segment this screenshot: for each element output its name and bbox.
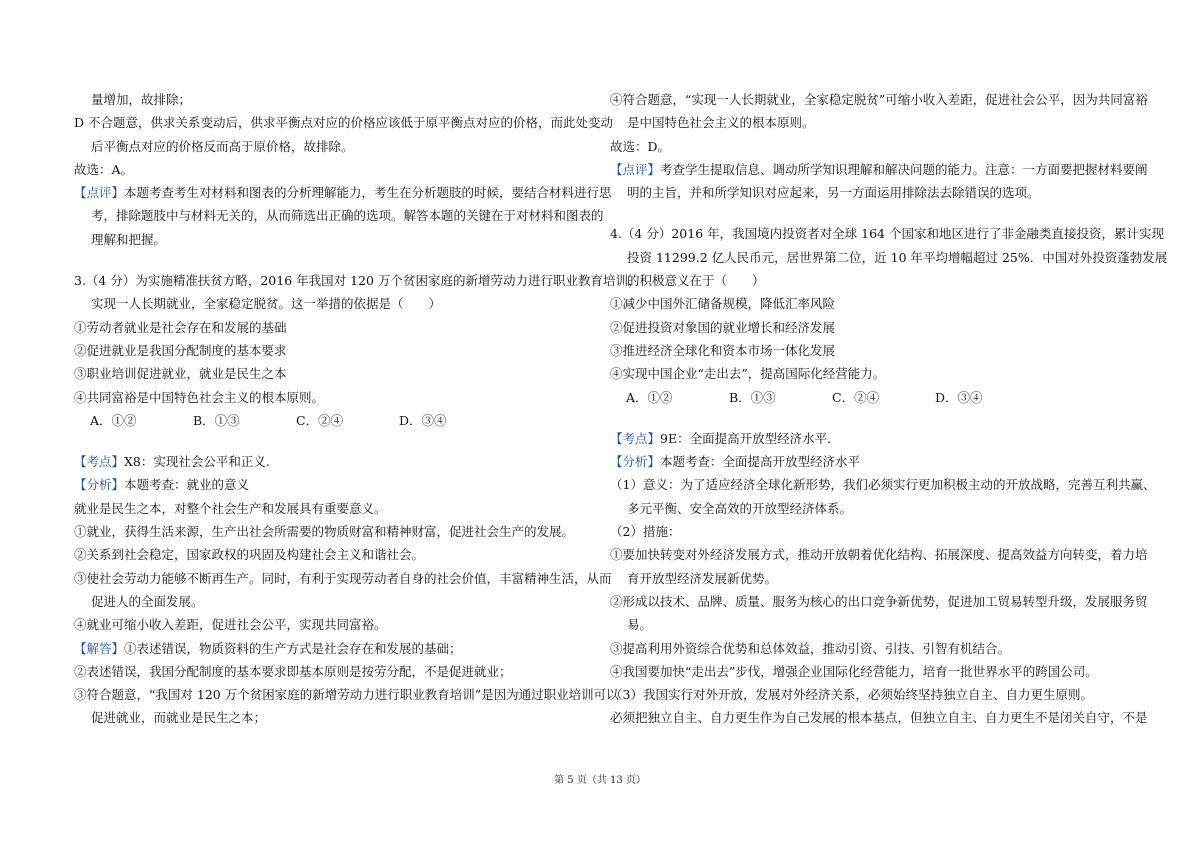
analysis-line: 就业是民生之本，对整个社会生产和发展具有重要意义。 bbox=[74, 500, 387, 516]
analysis-line: （2）措施： bbox=[610, 524, 681, 540]
analysis-line: 多元平衡、安全高效的开放型经济体系。 bbox=[627, 500, 853, 516]
comment-tag: 【点评】 bbox=[610, 161, 661, 177]
option-a: A．①② bbox=[90, 412, 137, 428]
answer-line: ③符合题意，“我国对 120 万个贫困家庭的新增劳动力进行职业教育培训”是因为通过职业培训可以 bbox=[74, 687, 619, 703]
option-c: C．②④ bbox=[832, 389, 880, 405]
analysis-line: ③使社会劳动力能够不断再生产。同时，有利于实现劳动者自身的社会价值，丰富精神生活，从而 bbox=[74, 570, 612, 586]
analysis-line: ④就业可缩小收入差距，促进社会公平，实现共同富裕。 bbox=[74, 617, 387, 633]
q2-comment-line: 理解和把握。 bbox=[91, 231, 167, 247]
q3-item: ③职业培训促进就业，就业是民生之本 bbox=[74, 366, 287, 382]
q3-tail-line: ④符合题意，“实现一人长期就业，全家稳定脱贫”可缩小收入差距，促进社会公平，因为共同富裕 bbox=[610, 92, 1148, 107]
analysis-line: 必须把独立自主、自力更生作为自己发展的根本基点，但独立自主、自力更生不是闭关自守，不是 bbox=[610, 710, 1148, 726]
q3-item: ④共同富裕是中国特色社会主义的根本原则。 bbox=[74, 389, 325, 405]
q3-comment: 【点评】考查学生提取信息、调动所学知识理解和解决问题的能力。注意：一方面要把握材料要阐 bbox=[610, 161, 1148, 177]
q3-stem: 实现一人长期就业，全家稳定脱贫。这一举措的依据是（ ） bbox=[91, 296, 442, 312]
q3-tail-line: 是中国特色社会主义的根本原则。 bbox=[627, 115, 815, 131]
kaodian-tag: 【考点】 bbox=[74, 454, 125, 470]
analysis-line: ③提高利用外资综合优势和总体效益，推动引资、引技、引智有机结合。 bbox=[610, 640, 1011, 656]
analysis-line: ①要加快转变对外经济发展方式，推动开放朝着优化结构、拓展深度、提高效益方向转变，着力培 bbox=[610, 547, 1148, 563]
option-a: A．①② bbox=[626, 389, 673, 405]
option-d: D．③④ bbox=[399, 412, 447, 428]
fenxi-tag: 【分析】 bbox=[74, 477, 125, 493]
option-b: B．①③ bbox=[193, 412, 240, 428]
q3-item: ②促进就业是我国分配制度的基本要求 bbox=[74, 342, 287, 358]
q2-tail-line: 量增加，故排除； bbox=[91, 92, 192, 107]
right-column bbox=[610, 88, 1168, 730]
q4-options bbox=[610, 386, 1130, 409]
q4-stem: 的积极意义在于（ ） bbox=[627, 273, 765, 289]
page-footer: 第 5 页（共 13 页） bbox=[554, 775, 646, 786]
analysis-line: ①就业，获得生活来源，生产出社会所需要的物质财富和精神财富，促进社会生产的发展。 bbox=[74, 524, 575, 540]
q4-item: ④实现中国企业“走出去”，提高国际化经营能力。 bbox=[610, 366, 886, 382]
option-c: C．②④ bbox=[296, 412, 344, 428]
analysis-line: （1）意义：为了适应经济全球化新形势，我们必须实行更加积极主动的开放战略，完善互利共赢、 bbox=[610, 477, 1156, 493]
analysis-line: ②关系到社会稳定，国家政权的巩固及构建社会主义和谐社会。 bbox=[74, 547, 425, 563]
q2-tail-line: D 不合题意，供求关系变动后，供求平衡点对应的价格应该低于原平衡点对应的价格，而此处变动 bbox=[74, 115, 613, 131]
q4-stem: 4.（4 分）2016 年，我国境内投资者对全球 164 个国家和地区进行了非金融类直接投资，累计实现 bbox=[610, 226, 1164, 242]
answer-line: ②表述错误，我国分配制度的基本要求即基本原则是按劳分配，不是促进就业； bbox=[74, 663, 512, 679]
fenxi-tag: 【分析】 bbox=[610, 454, 661, 470]
q3-jieda: 【解答】①表述错误，物质资料的生产方式是社会存在和发展的基础； bbox=[74, 640, 462, 656]
comment-tag: 【点评】 bbox=[74, 185, 125, 201]
q2-tail-line: 后平衡点对应的价格反而高于原价格，故排除。 bbox=[91, 138, 354, 154]
q2-comment-line: 考，排除题肢中与材料无关的，从而筛选出正确的选项。解答本题的关键在于对材料和图表的 bbox=[91, 208, 604, 224]
analysis-line: ②形成以技术、品牌、质量、服务为核心的出口竞争新优势，促进加工贸易转型升级，发展服务贸 bbox=[610, 593, 1148, 609]
answer-line: 促进就业，而就业是民生之本； bbox=[91, 710, 267, 726]
q2-comment: 【点评】本题考查考生对材料和图表的分析理解能力，考生在分析题肢的时候，要结合材料进行思 bbox=[74, 185, 612, 201]
q3-answer: 故选：D。 bbox=[610, 138, 671, 154]
q3-options bbox=[74, 409, 594, 432]
q3-kaodian: 【考点】X8：实现社会公平和正义. bbox=[74, 454, 270, 470]
option-b: B．①③ bbox=[729, 389, 776, 405]
q4-kaodian: 【考点】9E：全面提高开放型经济水平. bbox=[610, 430, 832, 446]
option-d: D．③④ bbox=[935, 389, 983, 405]
q4-item: ③推进经济全球化和资本市场一体化发展 bbox=[610, 342, 836, 358]
q3-stem: 3.（4 分）为实施精准扶贫方略，2016 年我国对 120 万个贫困家庭的新增劳动力进行职业教育培训， bbox=[74, 273, 641, 289]
jieda-tag: 【解答】 bbox=[74, 640, 125, 656]
analysis-line: ④我国要加快“走出去”步伐，增强企业国际化经营能力，培育一批世界水平的跨国公司。 bbox=[610, 663, 1098, 679]
kaodian-tag: 【考点】 bbox=[610, 430, 661, 446]
analysis-line: 易。 bbox=[627, 617, 653, 633]
q4-stem: 投资 11299.2 亿人民币元，居世界第二位，近 10 年平均增幅超过 25%．中国对外投资蓬勃发展 bbox=[627, 249, 1168, 265]
analysis-line: 育开放型经济发展新优势。 bbox=[627, 570, 778, 586]
q3-comment-line: 明的主旨，并和所学知识对应起来，另一方面运用排除法去除错误的选项。 bbox=[627, 185, 1040, 201]
analysis-line: 促进人的全面发展。 bbox=[91, 593, 204, 609]
q4-item: ②促进投资对象国的就业增长和经济发展 bbox=[610, 319, 836, 335]
q3-item: ①劳动者就业是社会存在和发展的基础 bbox=[74, 319, 287, 335]
q4-fenxi: 【分析】本题考查：全面提高开放型经济水平 bbox=[610, 454, 861, 470]
q3-fenxi: 【分析】本题考查：就业的意义 bbox=[74, 477, 250, 493]
q2-answer: 故选：A。 bbox=[74, 161, 134, 177]
q4-item: ①减少中国外汇储备规模，降低汇率风险 bbox=[610, 296, 836, 312]
analysis-line: （3）我国实行对外开放，发展对外经济关系，必须始终坚持独立自主、自力更生原则。 bbox=[610, 687, 1093, 703]
